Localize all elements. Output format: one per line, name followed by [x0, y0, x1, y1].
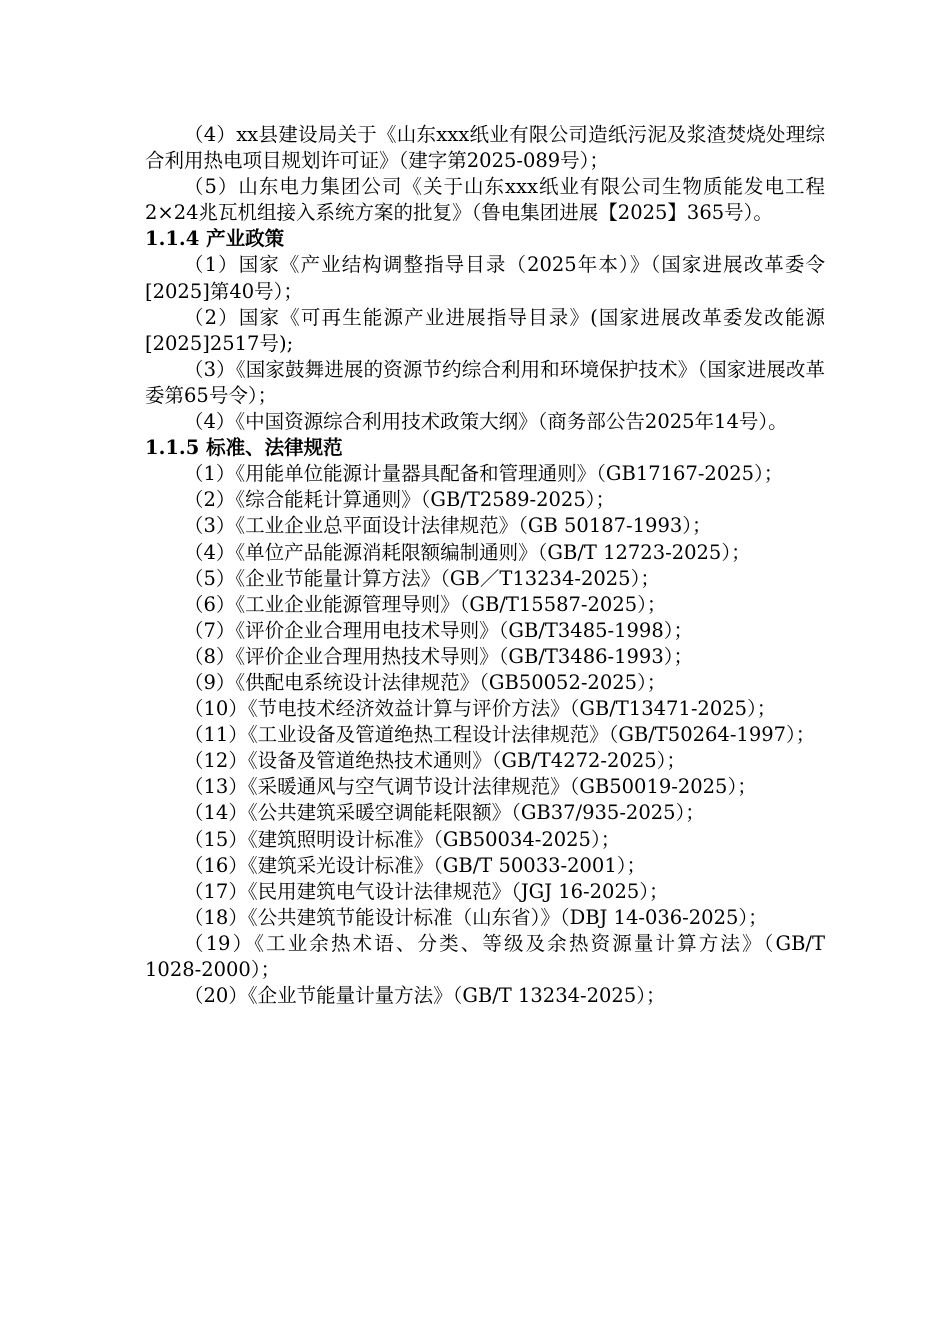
standard-item: （15）《建筑照明设计标准》（GB50034-2025）；	[184, 827, 621, 851]
standard-item: （3）《工业企业总平面设计法律规范》（GB 50187-1993）；	[184, 514, 712, 538]
standard-item: （12）《设备及管道绝热技术通则》（GB/T4272-2025）；	[184, 749, 686, 773]
paragraph-grid-approval: （5）山东电力集团公司《关于山东xxx纸业有限公司生物质能发电工程2×24兆瓦机组接入系统方案的批复》（鲁电集团进展【2025】365号）。	[145, 175, 825, 225]
standard-item: （6）《工业企业能源管理导则》（GB/T15587-2025）；	[184, 592, 667, 616]
standard-item: （13）《采暖通风与空气调节设计法律规范》（GB50019-2025）；	[184, 775, 757, 799]
policy-item: （3）《国家鼓舞进展的资源节约综合利用和环境保护技术》（国家进展改革委第65号令）；	[145, 357, 825, 407]
standard-item: （8）《评价企业合理用热技术导则》（GB/T3486-1993）；	[184, 644, 693, 668]
policy-item: （2）国家《可再生能源产业进展指导目录》(国家进展改革委发改能源[2025]2517号);	[145, 305, 825, 355]
standard-item: （4）《单位产品能源消耗限额编制通则》（GB/T 12723-2025）；	[184, 540, 751, 564]
standard-item: （17）《民用建筑电气设计法律规范》（JGJ 16-2025）；	[184, 879, 669, 903]
policy-item: （4）《中国资源综合利用技术政策大纲》（商务部公告2025年14号）。	[184, 410, 788, 434]
policy-item: （1）国家《产业结构调整指导目录（2025年本）》（国家进展改革委令[2025]第40号）；	[145, 253, 825, 303]
standard-item: （18）《公共建筑节能设计标准（山东省）》（DBJ 14-036-2025）；	[184, 905, 768, 929]
standard-item: （7）《评价企业合理用电技术导则》（GB/T3485-1998）；	[184, 618, 693, 642]
standard-item: （14）《公共建筑采暖空调能耗限额》（GB37/935-2025）；	[184, 801, 705, 825]
document-page	[145, 122, 825, 1009]
standard-item: （19）《工业余热术语、分类、等级及余热资源量计算方法》（GB/T 1028-2000）；	[145, 931, 825, 981]
standard-item: （20）《企业节能量计量方法》（GB/T 13234-2025）；	[184, 984, 666, 1008]
standard-item: （11）《工业设备及管道绝热工程设计法律规范》（GB/T50264-1997）；	[184, 723, 816, 747]
section-heading-standards: 1.1.5 标准、法律规范	[145, 436, 343, 460]
paragraph-county-permit: （4）xx县建设局关于《山东xxx纸业有限公司造纸污泥及浆渣焚烧处理综合利用热电项目规划许可证》（建字第2025-089号）；	[145, 123, 825, 173]
standard-item: （5）《企业节能量计算方法》（GB／T13234-2025）；	[184, 566, 660, 590]
section-heading-industry-policy: 1.1.4 产业政策	[145, 227, 285, 251]
standard-item: （16）《建筑采光设计标准》（GB/T 50033-2001）；	[184, 853, 646, 877]
standard-item: （10）《节电技术经济效益计算与评价方法》（GB/T13471-2025）；	[184, 697, 777, 721]
standard-item: （1）《用能单位能源计量器具配备和管理通则》（GB17167-2025）；	[184, 462, 784, 486]
standard-item: （2）《综合能耗计算通则》（GB/T2589-2025）；	[184, 488, 615, 512]
standard-item: （9）《供配电系统设计法律规范》（GB50052-2025）；	[184, 670, 667, 694]
